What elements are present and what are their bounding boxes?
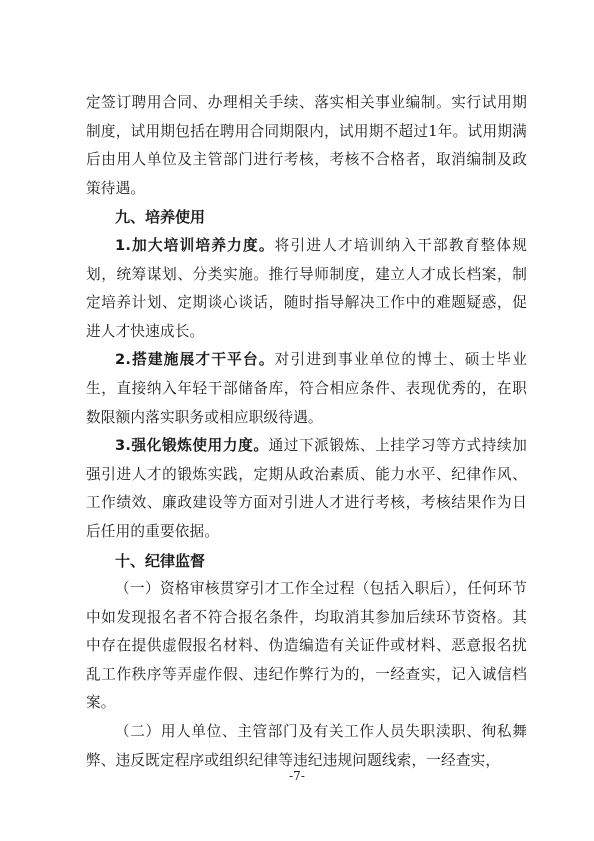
paragraph-discipline-2: （二）用人单位、主管部门及有关工作人员失职渎职、徇私舞弊、违反既定程序或组织纪律等违纪违规问题线索，一经查实，	[86, 723, 527, 769]
section-heading-discipline: 十、纪律监督	[115, 551, 206, 570]
item-lead: 3.强化锻炼使用力度。	[115, 437, 269, 455]
section-heading-training: 九、培养使用	[115, 208, 206, 227]
item-body: 通过下派锻炼、上挂学习等方式持续加强引进人才的锻炼实践，定期从政治素质、能力水平、纪律作风、工作绩效、廉政建设等方面对引进人才进行考核，考核结果作为日后任用的重要依据。	[86, 437, 527, 540]
paragraph-probation: 定签订聘用合同、办理相关手续、落实相关事业编制。实行试用期制度，试用期包括在聘用合同期限内，试用期不超过1年。试用期满后由用人单位及主管部门进行考核，考核不合格者，取消编制及政策待遇。	[86, 94, 527, 197]
paragraph-training-item-1	[86, 232, 527, 346]
page-number: -7-	[289, 769, 305, 783]
paragraph-training-item-3	[86, 432, 527, 546]
paragraph-discipline-1: （一）资格审核贯穿引才工作全过程（包括入职后），任何环节中如发现报名者不符合报名条件，均取消其参加后续环节资格。其中存在提供虚假报名材料、伪造编造有关证件或材料、恶意报名扰乱工作秩序等弄虚作假、违纪作弊行为的，一经查实，记入诚信档案。	[86, 580, 527, 712]
item-body: 对引进到事业单位的博士、硕士毕业生，直接纳入年轻干部储备库，符合相应条件、表现优秀的，在职数限额内落实职务或相应职级待遇。	[86, 351, 528, 426]
item-lead: 2.搭建施展才干平台。	[115, 351, 275, 369]
item-lead: 1.加大培训培养力度。	[115, 236, 275, 254]
paragraph-training-item-2	[86, 346, 527, 432]
item-body: 将引进人才培训纳入干部教育整体规划，统筹谋划、分类实施。推行导师制度，建立人才成长档案，制定培养计划、定期谈心谈话，随时指导解决工作中的难题疑惑，促进人才快速成长。	[86, 236, 528, 340]
document-body	[86, 89, 527, 775]
